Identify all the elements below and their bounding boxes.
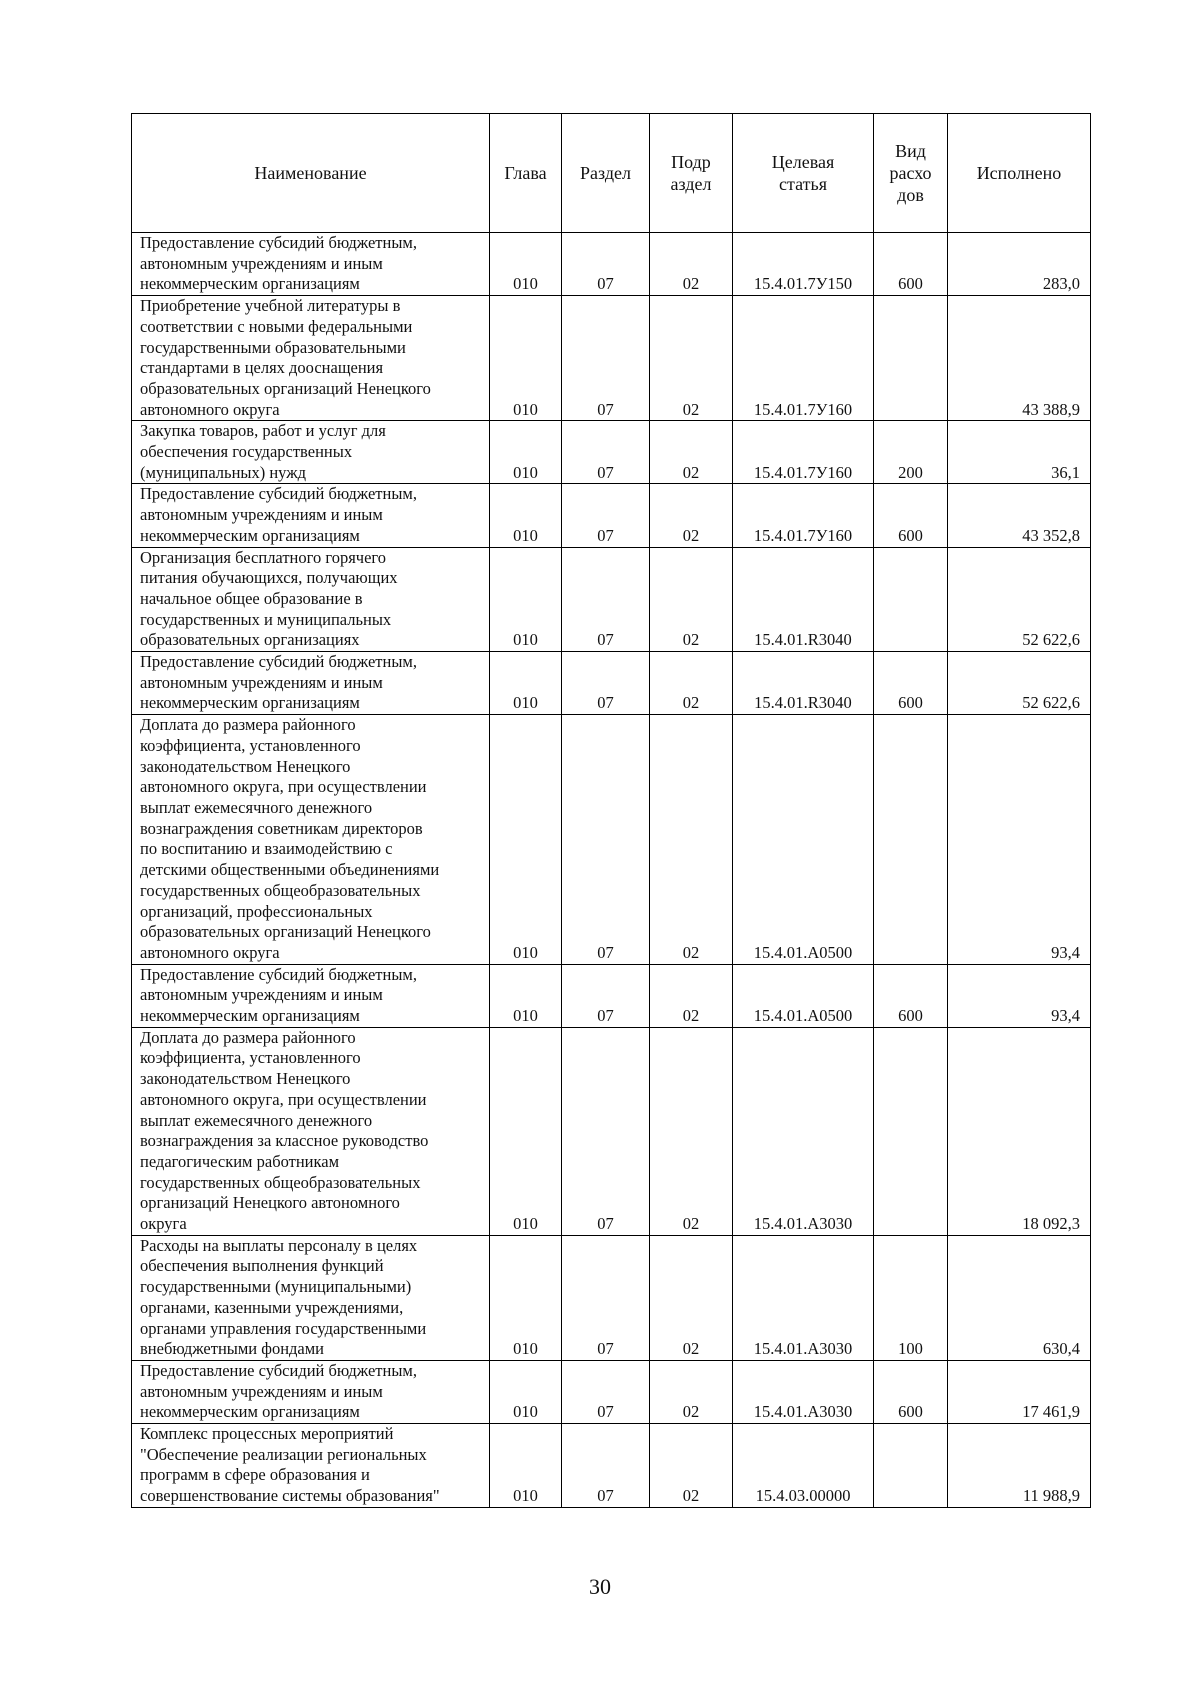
- cell-vid-raskhodov: [874, 296, 948, 421]
- cell-name: Предоставление субсидий бюджетным, автономным учреждениям и иным некоммерческим организациям: [132, 652, 490, 715]
- cell-vid-raskhodov: 600: [874, 1360, 948, 1423]
- table-row: [132, 964, 1091, 1027]
- budget-execution-table: [131, 113, 1091, 1508]
- table-row: [132, 715, 1091, 964]
- cell-ispolneno: 43 352,8: [948, 484, 1091, 547]
- cell-glava: 010: [490, 421, 562, 484]
- cell-vid-raskhodov: 200: [874, 421, 948, 484]
- cell-ispolneno: 52 622,6: [948, 547, 1091, 652]
- cell-name: Закупка товаров, работ и услуг для обеспечения государственных (муниципальных) нужд: [132, 421, 490, 484]
- cell-podrazdel: 02: [650, 233, 733, 296]
- cell-vid-raskhodov: [874, 715, 948, 964]
- cell-razdel: 07: [562, 233, 650, 296]
- cell-vid-raskhodov: 600: [874, 484, 948, 547]
- cell-celevaya-statya: 15.4.01.А3030: [733, 1235, 874, 1360]
- cell-name: Организация бесплатного горячего питания обучающихся, получающих начальное общее образование в государственных и муниципальных образовательных организациях: [132, 547, 490, 652]
- cell-podrazdel: 02: [650, 1235, 733, 1360]
- cell-razdel: 07: [562, 964, 650, 1027]
- cell-podrazdel: 02: [650, 1424, 733, 1508]
- table-row: [132, 233, 1091, 296]
- cell-celevaya-statya: 15.4.01.R3040: [733, 652, 874, 715]
- cell-vid-raskhodov: 600: [874, 233, 948, 296]
- cell-celevaya-statya: 15.4.01.7У160: [733, 296, 874, 421]
- cell-razdel: 07: [562, 296, 650, 421]
- table-row: [132, 547, 1091, 652]
- table-header-row: [132, 114, 1091, 233]
- cell-podrazdel: 02: [650, 652, 733, 715]
- cell-glava: 010: [490, 484, 562, 547]
- cell-name: Доплата до размера районного коэффициента, установленного законодательством Ненецкого автономного округа, при осуществлении выплат ежемесячного денежного вознаграждения советникам директоров по воспитанию и взаимодействию с детскими общественными объединениями государственных общеобразовательных организаций, профессиональных образовательных организаций Ненецкого автономного округа: [132, 715, 490, 964]
- header-name: Наименование: [132, 114, 490, 233]
- cell-glava: 010: [490, 652, 562, 715]
- header-vid-raskhodov: Вид расхо дов: [874, 114, 948, 233]
- cell-glava: 010: [490, 715, 562, 964]
- cell-name: Расходы на выплаты персоналу в целях обеспечения выполнения функций государственными (муниципальными) органами, казенными учреждениями, органами управления государственными внебюджетными фондами: [132, 1235, 490, 1360]
- cell-celevaya-statya: 15.4.01.А3030: [733, 1360, 874, 1423]
- cell-ispolneno: 630,4: [948, 1235, 1091, 1360]
- header-podrazdel: Подр аздел: [650, 114, 733, 233]
- cell-razdel: 07: [562, 547, 650, 652]
- cell-ispolneno: 93,4: [948, 715, 1091, 964]
- cell-ispolneno: 17 461,9: [948, 1360, 1091, 1423]
- cell-razdel: 07: [562, 1027, 650, 1235]
- table-row: [132, 652, 1091, 715]
- cell-ispolneno: 18 092,3: [948, 1027, 1091, 1235]
- cell-glava: 010: [490, 296, 562, 421]
- table-row: [132, 1424, 1091, 1508]
- cell-podrazdel: 02: [650, 547, 733, 652]
- cell-razdel: 07: [562, 1235, 650, 1360]
- cell-podrazdel: 02: [650, 296, 733, 421]
- cell-glava: 010: [490, 233, 562, 296]
- page-number: 30: [589, 1574, 611, 1599]
- cell-razdel: 07: [562, 421, 650, 484]
- cell-podrazdel: 02: [650, 421, 733, 484]
- header-razdel: Раздел: [562, 114, 650, 233]
- cell-glava: 010: [490, 1424, 562, 1508]
- cell-celevaya-statya: 15.4.01.А3030: [733, 1027, 874, 1235]
- table-row: [132, 296, 1091, 421]
- cell-name: Приобретение учебной литературы в соответствии с новыми федеральными государственными образовательными стандартами в целях дооснащения образовательных организаций Ненецкого автономного округа: [132, 296, 490, 421]
- cell-vid-raskhodov: 600: [874, 652, 948, 715]
- cell-ispolneno: 93,4: [948, 964, 1091, 1027]
- cell-glava: 010: [490, 1235, 562, 1360]
- cell-ispolneno: 36,1: [948, 421, 1091, 484]
- cell-celevaya-statya: 15.4.01.А0500: [733, 715, 874, 964]
- cell-razdel: 07: [562, 1360, 650, 1423]
- cell-razdel: 07: [562, 715, 650, 964]
- cell-name: Предоставление субсидий бюджетным, автономным учреждениям и иным некоммерческим организациям: [132, 484, 490, 547]
- cell-glava: 010: [490, 547, 562, 652]
- cell-name: Предоставление субсидий бюджетным, автономным учреждениям и иным некоммерческим организациям: [132, 964, 490, 1027]
- cell-razdel: 07: [562, 652, 650, 715]
- cell-vid-raskhodov: 600: [874, 964, 948, 1027]
- cell-vid-raskhodov: [874, 1027, 948, 1235]
- header-celevaya-statya: Целевая статья: [733, 114, 874, 233]
- cell-vid-raskhodov: [874, 547, 948, 652]
- cell-podrazdel: 02: [650, 1027, 733, 1235]
- cell-name: Доплата до размера районного коэффициента, установленного законодательством Ненецкого автономного округа, при осуществлении выплат ежемесячного денежного вознаграждения за классное руководство педагогическим работникам государственных общеобразовательных организаций Ненецкого автономного округа: [132, 1027, 490, 1235]
- cell-podrazdel: 02: [650, 1360, 733, 1423]
- header-glava: Глава: [490, 114, 562, 233]
- cell-name: Предоставление субсидий бюджетным, автономным учреждениям и иным некоммерческим организациям: [132, 1360, 490, 1423]
- table-row: [132, 1360, 1091, 1423]
- cell-celevaya-statya: 15.4.01.А0500: [733, 964, 874, 1027]
- cell-podrazdel: 02: [650, 484, 733, 547]
- cell-name: Предоставление субсидий бюджетным, автономным учреждениям и иным некоммерческим организациям: [132, 233, 490, 296]
- cell-razdel: 07: [562, 484, 650, 547]
- cell-podrazdel: 02: [650, 964, 733, 1027]
- cell-ispolneno: 52 622,6: [948, 652, 1091, 715]
- cell-celevaya-statya: 15.4.01.7У160: [733, 421, 874, 484]
- table-body: [132, 233, 1091, 1508]
- cell-glava: 010: [490, 1360, 562, 1423]
- table-row: [132, 484, 1091, 547]
- cell-vid-raskhodov: [874, 1424, 948, 1508]
- cell-celevaya-statya: 15.4.01.7У160: [733, 484, 874, 547]
- cell-vid-raskhodov: 100: [874, 1235, 948, 1360]
- cell-glava: 010: [490, 1027, 562, 1235]
- cell-razdel: 07: [562, 1424, 650, 1508]
- cell-podrazdel: 02: [650, 715, 733, 964]
- cell-celevaya-statya: 15.4.01.7У150: [733, 233, 874, 296]
- cell-glava: 010: [490, 964, 562, 1027]
- header-ispolneno: Исполнено: [948, 114, 1091, 233]
- cell-celevaya-statya: 15.4.01.R3040: [733, 547, 874, 652]
- cell-ispolneno: 11 988,9: [948, 1424, 1091, 1508]
- cell-name: Комплекс процессных мероприятий "Обеспечение реализации региональных программ в сфере образования и совершенствование системы образования": [132, 1424, 490, 1508]
- table-row: [132, 1235, 1091, 1360]
- cell-ispolneno: 283,0: [948, 233, 1091, 296]
- cell-ispolneno: 43 388,9: [948, 296, 1091, 421]
- table-row: [132, 421, 1091, 484]
- cell-celevaya-statya: 15.4.03.00000: [733, 1424, 874, 1508]
- table-row: [132, 1027, 1091, 1235]
